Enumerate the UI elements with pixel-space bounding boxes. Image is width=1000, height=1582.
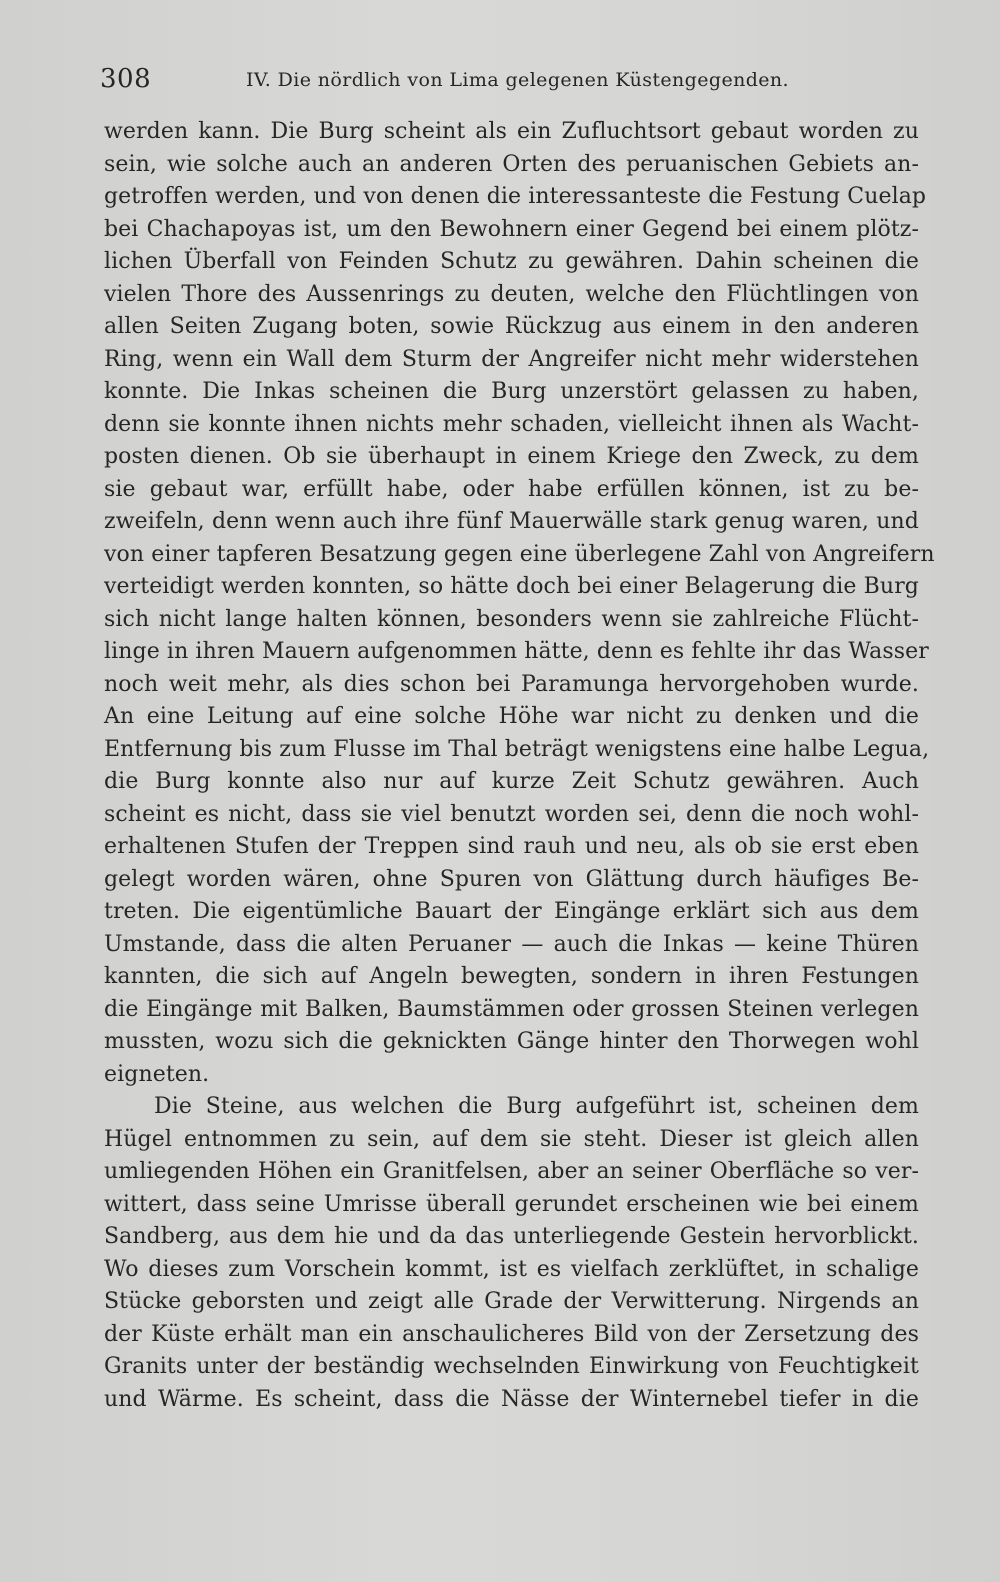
text-line: und Wärme. Es scheint, dass die Nässe der Winternebel tiefer in die <box>104 1386 919 1412</box>
text-line: vielen Thore des Aussenrings zu deuten, welche den Flüchtlingen von <box>104 281 919 307</box>
text-line: noch weit mehr, als dies schon bei Paramunga hervorgehoben wurde. <box>104 671 919 697</box>
text-line: Hügel entnommen zu sein, auf dem sie steht. Dieser ist gleich allen <box>104 1126 919 1152</box>
text-line: linge in ihren Mauern aufgenommen hätte, denn es fehlte ihr das Wasser <box>104 639 929 664</box>
text-line: scheint es nicht, dass sie viel benutzt worden sei, denn die noch wohl- <box>104 801 919 827</box>
page-number: 308 <box>100 64 152 94</box>
text-line: treten. Die eigentümliche Bauart der Eingänge erklärt sich aus dem <box>104 899 919 924</box>
text-line: Sandberg, aus dem hie und da das unterliegende Gestein hervorblickt. <box>104 1224 919 1249</box>
body-text <box>104 116 935 1416</box>
text-line: mussten, wozu sich die geknickten Gänge hinter den Thorwegen wohl <box>104 1029 919 1054</box>
running-title: IV. Die nördlich von Lima gelegenen Küstengegenden. <box>246 69 790 91</box>
text-line: allen Seiten Zugang boten, sowie Rückzug aus einem in den anderen <box>104 314 919 339</box>
text-line: denn sie konnte ihnen nichts mehr schaden, vielleicht ihnen als Wacht- <box>104 411 919 437</box>
text-line: Wo dieses zum Vorschein kommt, ist es vielfach zerklüftet, in schalige <box>104 1256 919 1282</box>
text-line: umliegenden Höhen ein Granitfelsen, aber an seiner Oberfläche so ver- <box>104 1159 919 1184</box>
text-line: der Küste erhält man ein anschaulicheres Bild von der Zersetzung des <box>104 1321 919 1347</box>
text-line: kannten, die sich auf Angeln bewegten, sondern in ihren Festungen <box>104 964 919 989</box>
text-line: bei Chachapoyas ist, um den Bewohnern einer Gegend bei einem plötz- <box>104 216 919 242</box>
text-line: sie gebaut war, erfüllt habe, oder habe erfüllen können, ist zu be- <box>104 476 919 502</box>
text-line: Ring, wenn ein Wall dem Sturm der Angreifer nicht mehr widerstehen <box>104 346 919 372</box>
text-line: von einer tapferen Besatzung gegen eine überlegene Zahl von Angreifern <box>104 541 935 567</box>
text-line: Umstande, dass die alten Peruaner — auch die Inkas — keine Thüren <box>104 931 919 957</box>
text-line: Stücke geborsten und zeigt alle Grade der Verwitterung. Nirgends an <box>104 1289 919 1314</box>
text-line: zweifeln, denn wenn auch ihre fünf Mauerwälle stark genug waren, und <box>104 509 919 534</box>
text-line: getroffen werden, und von denen die interessanteste die Festung Cuelap <box>104 184 927 209</box>
text-line: Granits unter der beständig wechselnden Einwirkung von Feuchtigkeit <box>104 1354 919 1379</box>
page-header <box>100 64 920 104</box>
text-line: die Burg konnte also nur auf kurze Zeit Schutz gewähren. Auch <box>104 769 919 794</box>
text-line: die Eingänge mit Balken, Baumstämmen oder grossen Steinen verlegen <box>104 996 919 1022</box>
text-line: gelegt worden wären, ohne Spuren von Glättung durch häufiges Be- <box>104 866 919 892</box>
text-line: An eine Leitung auf eine solche Höhe war nicht zu denken und die <box>104 704 919 729</box>
text-line: lichen Überfall von Feinden Schutz zu gewähren. Dahin scheinen die <box>104 249 919 274</box>
text-line: werden kann. Die Burg scheint als ein Zufluchtsort gebaut worden zu <box>104 119 919 144</box>
text-line: sein, wie solche auch an anderen Orten des peruanischen Gebiets an- <box>104 151 919 177</box>
text-line: konnte. Die Inkas scheinen die Burg unzerstört gelassen zu haben, <box>104 379 919 404</box>
text-line: posten dienen. Ob sie überhaupt in einem Kriege den Zweck, zu dem <box>104 444 919 469</box>
paragraph-start-line: Die Steine, aus welchen die Burg aufgeführt ist, scheinen dem <box>154 1094 919 1119</box>
text-line: verteidigt werden konnten, so hätte doch bei einer Belagerung die Burg <box>104 574 919 599</box>
text-line: sich nicht lange halten können, besonders wenn sie zahlreiche Flücht- <box>104 606 919 632</box>
text-line: Entfernung bis zum Flusse im Thal beträgt wenigstens eine halbe Legua, <box>104 736 930 762</box>
paragraph-end-line: eigneten. <box>104 1061 210 1087</box>
text-line: wittert, dass seine Umrisse überall gerundet erscheinen wie bei einem <box>104 1191 919 1217</box>
text-line: erhaltenen Stufen der Treppen sind rauh und neu, als ob sie erst eben <box>104 834 919 859</box>
